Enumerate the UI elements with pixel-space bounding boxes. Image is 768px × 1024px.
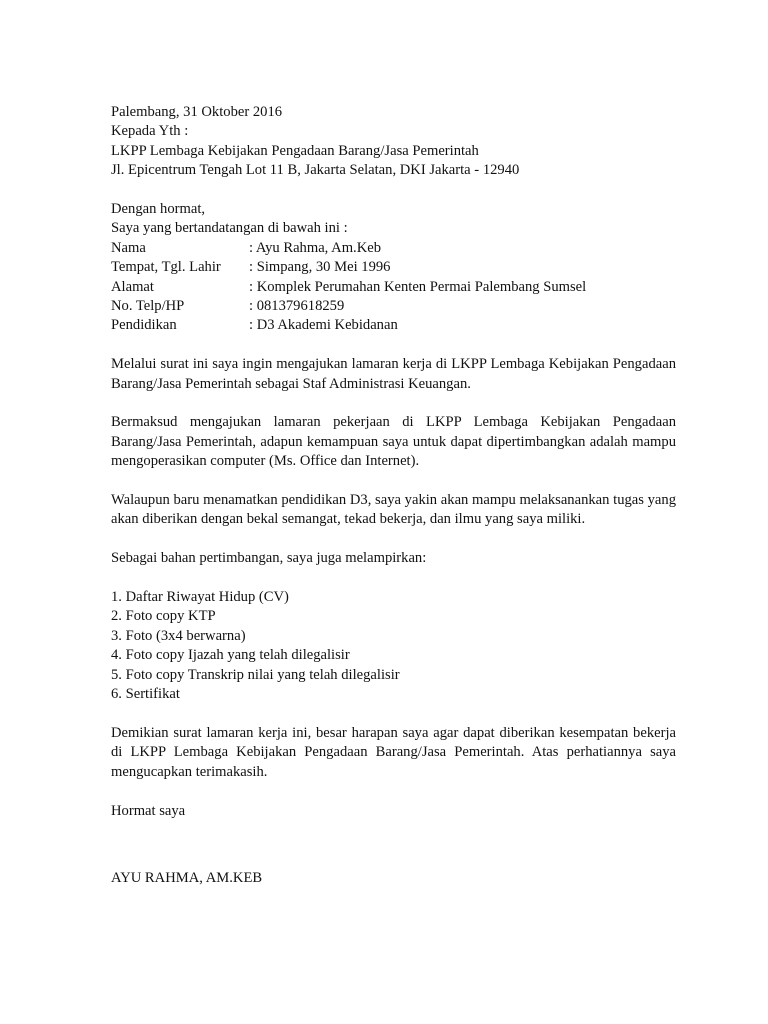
field-value: : Ayu Rahma, Am.Keb xyxy=(249,239,382,256)
spacer xyxy=(111,705,676,724)
spacer xyxy=(111,569,676,588)
spacer xyxy=(111,336,676,355)
intro-line: Saya yang bertandatangan di bawah ini : xyxy=(111,220,348,237)
spacer xyxy=(111,530,676,549)
list-item: 2. Foto copy KTP xyxy=(111,608,216,625)
paragraph-purpose: Melalui surat ini saya ingin mengajukan lamaran kerja di LKPP Lembaga Kebijakan Pengadaan Barang/Jasa Pemerintah sebagai Staf Administrasi Keuangan. xyxy=(111,356,676,392)
spacer xyxy=(111,782,676,801)
field-value: : Simpang, 30 Mei 1996 xyxy=(249,259,391,276)
attachment-list xyxy=(111,588,676,704)
to-label: Kepada Yth : xyxy=(111,123,189,140)
signature-space xyxy=(111,821,676,869)
field-label: Nama xyxy=(111,239,146,256)
place-date: Palembang, 31 Oktober 2016 xyxy=(111,104,283,120)
field-row-education xyxy=(111,316,676,335)
greeting: Dengan hormat, xyxy=(111,201,206,218)
list-item: 4. Foto copy Ijazah yang telah dilegalisir xyxy=(111,647,350,664)
paragraph-attachments-intro: Sebagai bahan pertimbangan, saya juga melampirkan: xyxy=(111,550,427,567)
field-value: : 081379618259 xyxy=(249,298,345,315)
field-row-name xyxy=(111,239,676,258)
list-item: 3. Foto (3x4 berwarna) xyxy=(111,627,246,644)
field-value: : D3 Akademi Kebidanan xyxy=(249,317,398,334)
list-item: 6. Sertifikat xyxy=(111,686,180,703)
recipient-address: Jl. Epicentrum Tengah Lot 11 B, Jakarta Selatan, DKI Jakarta - 12940 xyxy=(111,162,520,179)
regards: Hormat saya xyxy=(111,802,186,819)
spacer xyxy=(111,472,676,491)
field-label: Alamat xyxy=(111,278,154,295)
field-label: Tempat, Tgl. Lahir xyxy=(111,259,221,276)
paragraph-skills: Bermaksud mengajukan lamaran pekerjaan di LKPP Lembaga Kebijakan Pengadaan Barang/Jasa Pemerintah, adapun kemampuan saya untuk dapat dipertimbangkan adalah mampu mengoperasikan computer (Ms. Office dan Internet). xyxy=(111,414,676,470)
application-letter xyxy=(111,103,676,888)
spacer xyxy=(111,181,676,200)
field-row-phone xyxy=(111,297,676,316)
field-label: No. Telp/HP xyxy=(111,298,185,315)
spacer xyxy=(111,394,676,413)
field-label: Pendidikan xyxy=(111,317,177,334)
signatory-name: AYU RAHMA, AM.KEB xyxy=(111,869,263,886)
recipient-name: LKPP Lembaga Kebijakan Pengadaan Barang/Jasa Pemerintah xyxy=(111,142,479,159)
field-value: : Komplek Perumahan Kenten Permai Palembang Sumsel xyxy=(249,278,587,295)
list-item: 1. Daftar Riwayat Hidup (CV) xyxy=(111,589,289,606)
paragraph-commitment: Walaupun baru menamatkan pendidikan D3, saya yakin akan mampu melaksanankan tugas yang akan diberikan dengan bekal semangat, tekad bekerja, dan ilmu yang saya miliki. xyxy=(111,492,676,528)
list-item: 5. Foto copy Transkrip nilai yang telah dilegalisir xyxy=(111,666,400,683)
field-row-birth xyxy=(111,258,676,277)
field-row-address xyxy=(111,278,676,297)
paragraph-closing: Demikian surat lamaran kerja ini, besar harapan saya agar dapat diberikan kesempatan bekerja di LKPP Lembaga Kebijakan Pengadaan Barang/Jasa Pemerintah. Atas perhatiannya saya mengucapkan terimakasih. xyxy=(111,724,676,780)
personal-details xyxy=(111,239,676,336)
